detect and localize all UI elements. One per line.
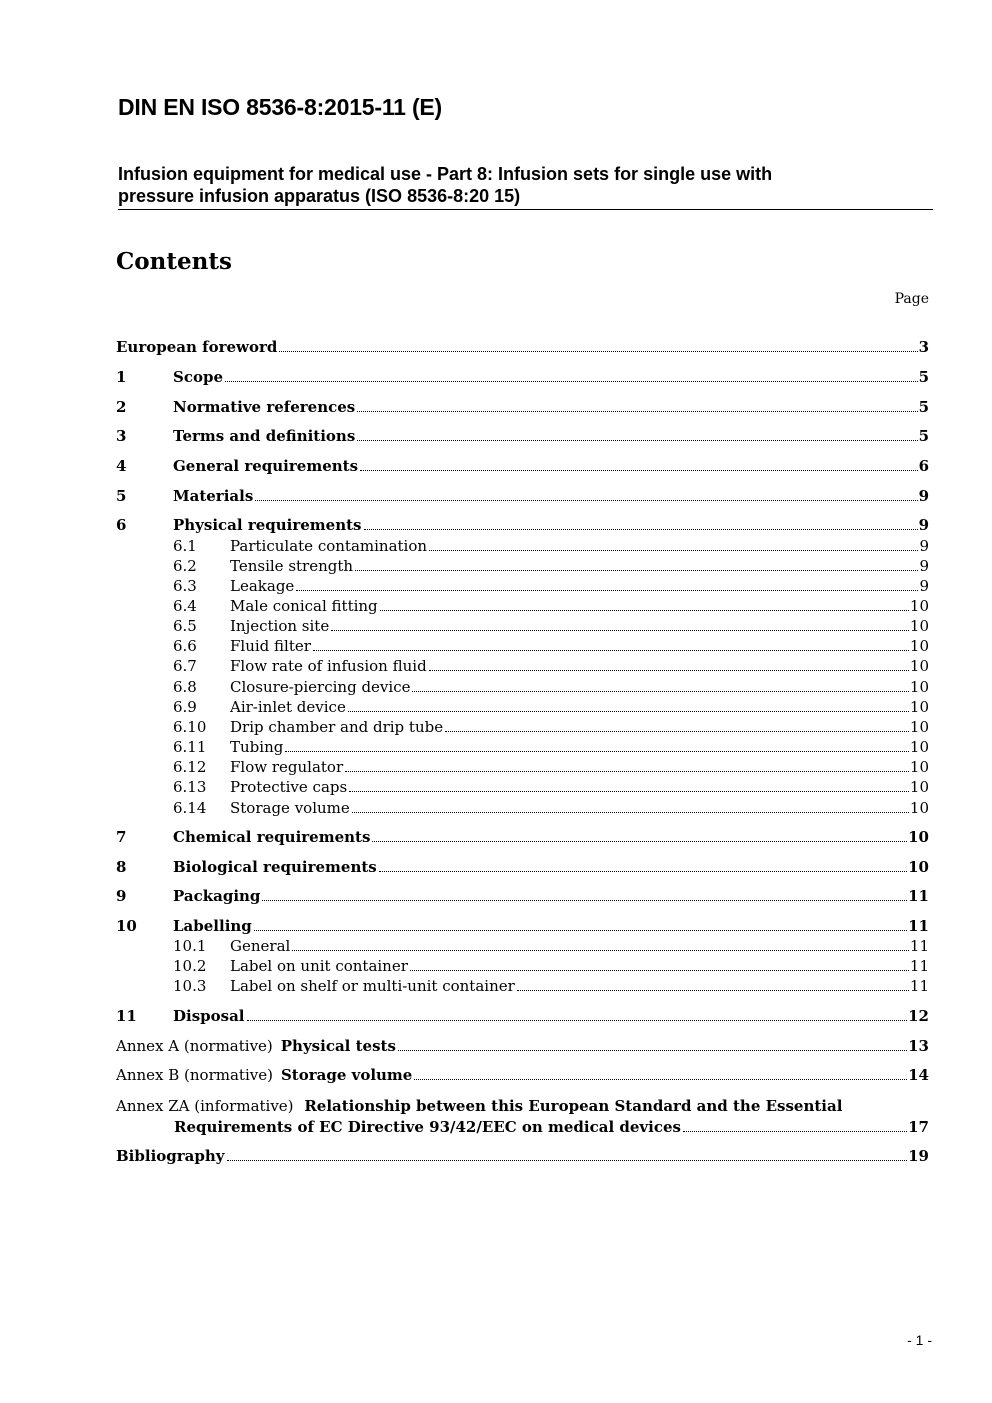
toc-entry-number: 6.2 — [173, 557, 197, 575]
toc-entry-title: Particulate contamination — [230, 537, 428, 555]
subtitle-line-2: pressure infusion apparatus (ISO 8536-8:20 15) — [118, 186, 521, 206]
toc-entry-number: 10.3 — [173, 977, 207, 995]
document-title: DIN EN ISO 8536-8:2015-11 (E) — [118, 94, 443, 120]
toc-entry-title: Drip chamber and drip tube — [230, 718, 444, 736]
toc-entry-title: Air-inlet device — [230, 698, 346, 716]
toc-entry-title: Terms and definitions — [173, 427, 356, 445]
toc-entry-6-5[interactable] — [116, 616, 929, 636]
toc-entry-title: Tensile strength — [230, 557, 354, 575]
toc-entry-page: 10 — [908, 858, 929, 876]
toc-entry-page: 11 — [909, 977, 929, 995]
toc-entry-section-11[interactable] — [116, 1006, 929, 1026]
toc-entry-annex-a[interactable] — [116, 1036, 929, 1056]
toc-entry-number: 6.10 — [173, 718, 207, 736]
toc-entry-title: Storage volume — [280, 1066, 413, 1084]
toc-leader-dots — [414, 1079, 907, 1080]
toc-leader-dots — [410, 970, 909, 971]
toc-leader-dots — [352, 812, 909, 813]
toc-leader-dots — [345, 771, 909, 772]
toc-entry-page: 13 — [908, 1037, 929, 1055]
toc-entry-number: 10 — [116, 917, 137, 935]
toc-entry-title: Biological requirements — [173, 858, 377, 876]
toc-entry-number: 6.9 — [173, 698, 197, 716]
toc-leader-dots — [380, 610, 909, 611]
toc-entry-number: 6.13 — [173, 778, 207, 796]
toc-leader-dots — [348, 711, 909, 712]
toc-leader-dots — [225, 381, 918, 382]
toc-leader-dots — [292, 950, 909, 951]
toc-entry-section-1[interactable] — [116, 367, 929, 387]
toc-entry-title: Physical tests — [280, 1037, 396, 1055]
toc-entry-page: 10 — [909, 617, 929, 635]
toc-entry-number: 1 — [116, 368, 127, 386]
toc-annex-prefix: Annex A (normative) — [116, 1037, 273, 1055]
toc-leader-dots — [247, 1020, 908, 1021]
toc-entry-number: 6.3 — [173, 577, 197, 595]
toc-entry-title: General requirements — [173, 457, 359, 475]
toc-entry-page: 10 — [909, 799, 929, 817]
toc-entry-6-9[interactable] — [116, 697, 929, 717]
toc-entry-page: 9 — [919, 577, 929, 595]
toc-entry-number: 6.8 — [173, 678, 197, 696]
toc-entry-section-3[interactable] — [116, 426, 929, 446]
toc-entry-6-12[interactable] — [116, 757, 929, 777]
toc-leader-dots — [517, 990, 909, 991]
toc-entry-page: 10 — [909, 698, 929, 716]
toc-entry-section-4[interactable] — [116, 456, 929, 476]
toc-entry-title: Leakage — [230, 577, 295, 595]
toc-entry-page: 19 — [908, 1147, 929, 1165]
toc-entry-page: 11 — [908, 887, 929, 905]
toc-entry-number: 6.12 — [173, 758, 207, 776]
toc-entry-page: 5 — [918, 427, 929, 445]
toc-entry-title: General — [230, 937, 291, 955]
toc-entry-page: 10 — [909, 637, 929, 655]
toc-entry-section-9[interactable] — [116, 886, 929, 906]
toc-entry-page: 12 — [908, 1007, 929, 1025]
toc-entry-number: 7 — [116, 828, 127, 846]
toc-entry-number: 6.4 — [173, 597, 197, 615]
toc-leader-dots — [279, 351, 917, 352]
toc-entry-title: Protective caps — [230, 778, 348, 796]
toc-leader-dots — [364, 529, 918, 530]
toc-entry-6-1[interactable] — [116, 536, 929, 556]
toc-entry-title: European foreword — [116, 338, 278, 356]
toc-entry-section-8[interactable] — [116, 857, 929, 877]
toc-entry-title: Packaging — [173, 887, 261, 905]
toc-entry-annex-za[interactable] — [116, 1117, 929, 1137]
toc-entry-annex-za-line1[interactable] — [116, 1096, 842, 1116]
page-column-label: Page — [894, 291, 929, 307]
toc-entry-page: 10 — [909, 657, 929, 675]
toc-entry-number: 6.11 — [173, 738, 207, 756]
toc-entry-page: 9 — [919, 557, 929, 575]
toc-leader-dots — [398, 1050, 907, 1051]
toc-entry-page: 10 — [909, 597, 929, 615]
subtitle-line-1: Infusion equipment for medical use - Part 8: Infusion sets for single use with — [118, 164, 773, 184]
toc-entry-page: 10 — [909, 778, 929, 796]
toc-leader-dots — [357, 411, 917, 412]
toc-entry-6-6[interactable] — [116, 636, 929, 656]
toc-entry-title: Tubing — [230, 738, 284, 756]
toc-entry-page: 14 — [908, 1066, 929, 1084]
toc-entry-10-2[interactable] — [116, 956, 929, 976]
contents-heading: Contents — [116, 248, 232, 275]
toc-entry-title: Flow rate of infusion fluid — [230, 657, 427, 675]
toc-entry-title-line1: Relationship between this European Standard and the Essential — [304, 1097, 843, 1115]
toc-entry-page: 3 — [918, 338, 929, 356]
toc-entry-6-13[interactable] — [116, 777, 929, 797]
toc-entry-number: 5 — [116, 487, 127, 505]
toc-leader-dots — [429, 550, 918, 551]
toc-entry-section-7[interactable] — [116, 827, 929, 847]
toc-entry-title: Storage volume — [230, 799, 350, 817]
toc-entry-page: 10 — [909, 678, 929, 696]
toc-entry-number: 6.14 — [173, 799, 207, 817]
toc-entry-number: 6 — [116, 516, 127, 534]
toc-entry-page: 11 — [909, 957, 929, 975]
toc-entry-section-2[interactable] — [116, 397, 929, 417]
toc-entry-10-1[interactable] — [116, 936, 929, 956]
toc-entry-title: Closure-piercing device — [230, 678, 411, 696]
toc-leader-dots — [227, 1160, 908, 1161]
toc-leader-dots — [429, 670, 909, 671]
toc-entry-page: 10 — [909, 718, 929, 736]
toc-entry-title: Materials — [173, 487, 254, 505]
toc-entry-title: Fluid filter — [230, 637, 311, 655]
toc-entry-section-5[interactable] — [116, 486, 929, 506]
toc-entry-number: 9 — [116, 887, 127, 905]
toc-entry-page: 10 — [909, 738, 929, 756]
toc-entry-6-11[interactable] — [116, 737, 929, 757]
toc-leader-dots — [349, 791, 909, 792]
toc-entry-10-3[interactable] — [116, 976, 929, 996]
toc-annex-prefix: Annex ZA (informative) — [116, 1097, 294, 1115]
toc-entry-number: 10.1 — [173, 937, 207, 955]
toc-entry-title: Flow regulator — [230, 758, 344, 776]
toc-entry-title: Chemical requirements — [173, 828, 371, 846]
toc-leader-dots — [445, 731, 909, 732]
toc-entry-number: 10.2 — [173, 957, 207, 975]
toc-entry-number: 6.1 — [173, 537, 197, 555]
toc-entry-number: 8 — [116, 858, 127, 876]
toc-leader-dots — [412, 691, 908, 692]
toc-entry-title: Scope — [173, 368, 224, 386]
toc-leader-dots — [372, 841, 907, 842]
toc-entry-number: 4 — [116, 457, 127, 475]
toc-entry-section-6[interactable] — [116, 515, 929, 535]
toc-entry-title: Disposal — [173, 1007, 245, 1025]
toc-annex-prefix: Annex B (normative) — [116, 1066, 273, 1084]
toc-entry-title: Label on unit container — [230, 957, 408, 975]
toc-entry-number: 6.6 — [173, 637, 197, 655]
toc-leader-dots — [296, 590, 918, 591]
toc-entry-section-10[interactable] — [116, 916, 929, 936]
toc-leader-dots — [331, 630, 909, 631]
toc-entry-6-10[interactable] — [116, 717, 929, 737]
toc-entry-number: 2 — [116, 398, 127, 416]
toc-entry-annex-b[interactable] — [116, 1065, 929, 1085]
toc-entry-title-line2: Requirements of EC Directive 93/42/EEC on medical devices — [174, 1118, 681, 1136]
toc-entry-number: 11 — [116, 1007, 137, 1025]
footer-page-number: - 1 - — [907, 1332, 932, 1348]
toc-entry-title: Injection site — [230, 617, 330, 635]
toc-entry-page: 5 — [918, 398, 929, 416]
toc-entry-page: 9 — [918, 487, 929, 505]
toc-entry-page: 5 — [918, 368, 929, 386]
toc-entry-title: Physical requirements — [173, 516, 362, 534]
toc-leader-dots — [285, 751, 909, 752]
toc-entry-page: 11 — [909, 937, 929, 955]
toc-entry-page: 17 — [908, 1118, 929, 1136]
toc-entry-page: 9 — [919, 537, 929, 555]
toc-entry-title: Bibliography — [116, 1147, 225, 1165]
toc-leader-dots — [379, 871, 907, 872]
toc-entry-page: 10 — [909, 758, 929, 776]
toc-entry-number: 6.5 — [173, 617, 197, 635]
toc-entry-6-14[interactable] — [116, 798, 929, 818]
toc-entry-title: Labelling — [173, 917, 252, 935]
toc-entry-page: 6 — [918, 457, 929, 475]
toc-entry-6-4[interactable] — [116, 596, 929, 616]
toc-entry-page: 9 — [918, 516, 929, 534]
toc-entry-title: Label on shelf or multi-unit container — [230, 977, 515, 995]
toc-leader-dots — [355, 570, 918, 571]
document-subtitle — [118, 163, 933, 210]
toc-leader-dots — [262, 900, 907, 901]
toc-entry-page: 10 — [908, 828, 929, 846]
toc-entry-number: 3 — [116, 427, 127, 445]
toc-leader-dots — [313, 650, 909, 651]
toc-leader-dots — [255, 500, 917, 501]
toc-entry-bibliography[interactable] — [116, 1146, 929, 1166]
toc-leader-dots — [683, 1131, 907, 1132]
toc-entry-6-3[interactable] — [116, 576, 929, 596]
toc-entry-european-foreword[interactable] — [116, 337, 929, 357]
toc-entry-6-8[interactable] — [116, 677, 929, 697]
toc-leader-dots — [254, 930, 907, 931]
toc-leader-dots — [360, 470, 918, 471]
toc-entry-page: 11 — [908, 917, 929, 935]
toc-entry-number: 6.7 — [173, 657, 197, 675]
toc-leader-dots — [357, 440, 917, 441]
toc-entry-title: Male conical fitting — [230, 597, 378, 615]
toc-entry-6-7[interactable] — [116, 656, 929, 676]
toc-entry-title: Normative references — [173, 398, 356, 416]
toc-entry-6-2[interactable] — [116, 556, 929, 576]
